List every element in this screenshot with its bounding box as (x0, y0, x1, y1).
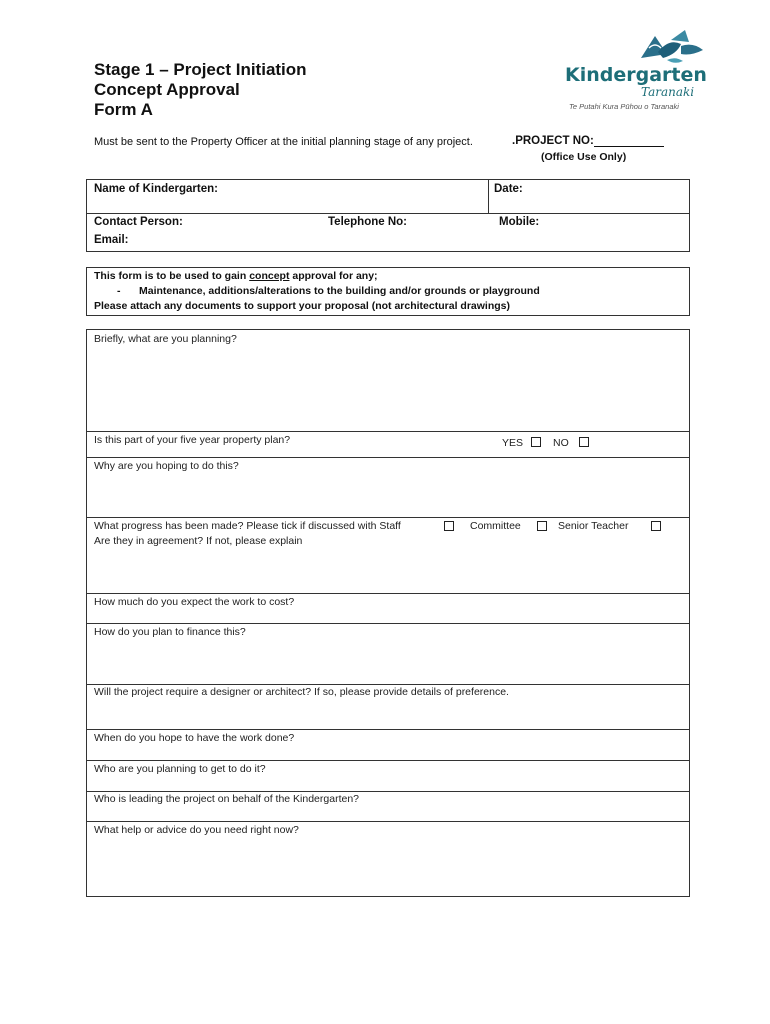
question-designer: Will the project require a designer or architect? If so, please provide details of preference. (94, 686, 509, 698)
no-checkbox[interactable] (579, 437, 589, 447)
mobile-label: Mobile: (499, 216, 540, 228)
question-help-advice: What help or advice do you need right now? (94, 824, 299, 836)
question-progress: What progress has been made? Please tick if discussed with Staff (94, 520, 401, 532)
project-no-field[interactable] (594, 135, 664, 147)
logo-subtitle: Taranaki (641, 85, 695, 99)
logo-wordmark: Kindergarten (565, 64, 707, 86)
notice-dash: - (117, 285, 121, 297)
question-who-do-it: Who are you planning to get to do it? (94, 763, 266, 775)
title-line-3: Form A (94, 100, 153, 119)
committee-checkbox[interactable] (537, 521, 547, 531)
questions-box (86, 329, 690, 897)
question-finance: How do you plan to finance this? (94, 626, 246, 638)
notice-line-1-pre: This form is to be used to gain (94, 270, 250, 282)
logo-tagline: Te Putahi Kura Pūhou o Taranaki (569, 102, 679, 111)
intro-text: Must be sent to the Property Officer at the initial planning stage of any project. (94, 136, 473, 148)
question-who-leading: Who is leading the project on behalf of the Kindergarten? (94, 793, 360, 805)
question-when: When do you hope to have the work done? (94, 732, 295, 744)
notice-line-3: Please attach any documents to support your proposal (not architectural drawings) (94, 300, 510, 312)
yes-checkbox[interactable] (531, 437, 541, 447)
notice-line-1-post: approval for any; (289, 270, 378, 282)
contact-person-label: Contact Person: (94, 216, 183, 228)
title-line-2: Concept Approval (94, 80, 240, 99)
committee-label: Committee (470, 520, 521, 532)
project-no-label: .PROJECT NO: (512, 135, 594, 147)
contact-box (86, 179, 690, 252)
no-label: NO (553, 437, 569, 449)
email-label: Email: (94, 234, 129, 246)
project-no (512, 135, 664, 147)
question-five-year-plan: Is this part of your five year property plan? (94, 434, 291, 446)
title-line-1: Stage 1 – Project Initiation (94, 60, 307, 79)
form-title (94, 60, 307, 120)
senior-teacher-checkbox[interactable] (651, 521, 661, 531)
question-agreement: Are they in agreement? If not, please explain (94, 535, 303, 547)
telephone-label: Telephone No: (328, 216, 408, 228)
senior-teacher-label: Senior Teacher (558, 520, 629, 532)
yes-label: YES (502, 437, 524, 449)
notice-box (86, 267, 690, 316)
notice-line-2: Maintenance, additions/alterations to the building and/or grounds or playground (139, 285, 540, 297)
question-why-hoping: Why are you hoping to do this? (94, 460, 239, 472)
notice-concept-word: concept (249, 270, 290, 282)
staff-checkbox[interactable] (444, 521, 454, 531)
question-cost: How much do you expect the work to cost? (94, 596, 295, 608)
kindergarten-taranaki-logo (563, 30, 708, 115)
date-label: Date: (494, 183, 523, 195)
notice-line-1 (94, 270, 378, 282)
name-of-kindergarten-label: Name of Kindergarten: (94, 183, 218, 195)
office-use-note: (Office Use Only) (541, 151, 627, 163)
question-briefly-planning: Briefly, what are you planning? (94, 333, 237, 345)
